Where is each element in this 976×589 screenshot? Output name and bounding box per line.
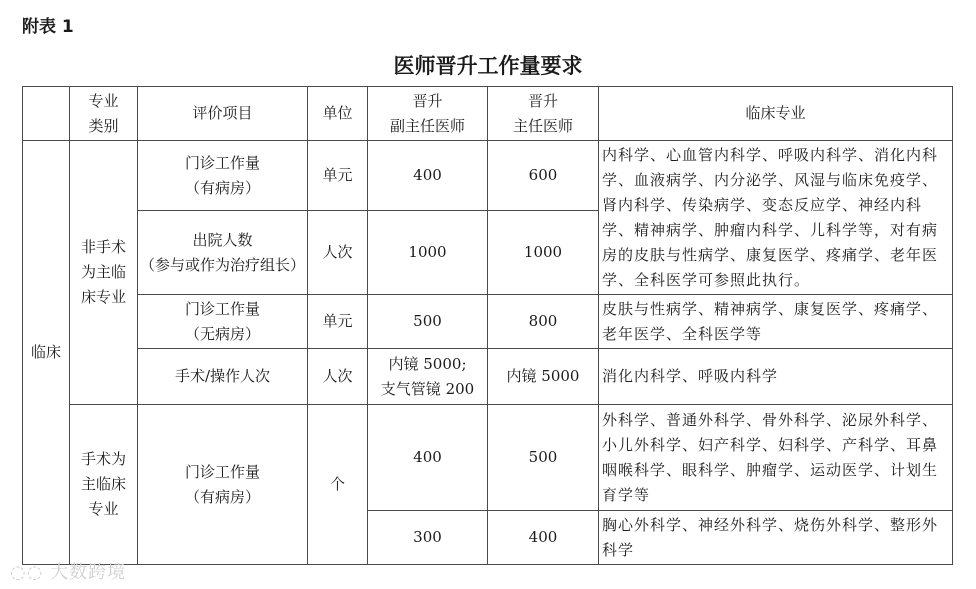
item-line: （参与或作为治疗组长） [139,255,305,274]
header-specialty: 临床专业 [599,87,953,141]
header-chief-line: 晋升 [527,91,558,110]
chief-value: 500 [488,405,599,511]
chief-value: 800 [488,295,599,349]
item-cell [138,295,308,349]
category-line: 非手术 [80,238,126,256]
category-line: 为主临 [80,263,126,281]
header-chief [488,87,599,141]
deputy-value: 1000 [368,211,488,295]
category-line: 手术为 [80,450,126,468]
unit-cell: 人次 [308,211,368,295]
category-surgical [70,405,138,565]
specialty-cell: 外科学、普通外科学、骨外科学、泌尿外科学、小儿外科学、妇产科学、妇科学、产科学、耳鼻咽喉科学、眼科学、肿瘤学、运动医学、计划生育学等 [599,405,953,511]
specialty-cell: 消化内科学、呼吸内科学 [599,349,953,405]
deputy-line: 支气管镜 200 [380,379,475,398]
item-cell [138,405,308,565]
table-row [23,141,953,211]
deputy-value: 400 [368,405,488,511]
item-line: 门诊工作量 [184,462,260,481]
watermark [10,558,126,584]
header-item: 评价项目 [138,87,308,141]
item-line: （有病房） [184,178,260,197]
item-line: 门诊工作量 [184,153,260,172]
header-blank [23,87,70,141]
item-cell: 手术/操作人次 [138,349,308,405]
header-chief-line: 主任医师 [512,116,573,135]
category-line: 专业 [88,500,119,518]
chief-value: 400 [488,511,599,565]
specialty-cell: 内科学、心血管内科学、呼吸内科学、消化内科学、血液病学、内分泌学、风湿与临床免疫学、肾内科学、传染病学、变态反应学、神经内科学、精神病学、肿瘤内科学、儿科学等，对有病房的皮肤与性病学、康复医学、疼痛学、老年医学、全科医学可参照此执行。 [599,141,953,295]
unit-cell: 人次 [308,349,368,405]
deputy-value: 300 [368,511,488,565]
item-cell [138,141,308,211]
category-line: 主临床 [80,475,126,493]
item-cell [138,211,308,295]
table-row [23,295,953,349]
watermark-text: 大数跨境 [50,562,127,583]
attachment-label: 附表 1 [22,17,74,37]
item-line: （有病房） [184,487,260,506]
header-deputy-chief [368,87,488,141]
table-row [23,349,953,405]
category-non-surgical [70,141,138,405]
table-row [23,405,953,511]
header-deputy-line: 副主任医师 [389,116,465,135]
category-line: 床专业 [80,288,126,306]
header-category-line: 类别 [88,116,119,135]
header-category-line: 专业 [88,91,119,110]
workload-table [22,86,953,565]
specialty-cell: 胸心外科学、神经外科学、烧伤外科学、整形外科学 [599,511,953,565]
specialty-cell: 皮肤与性病学、精神病学、康复医学、疼痛学、老年医学、全科医学等 [599,295,953,349]
header-unit: 单位 [308,87,368,141]
item-line: 出院人数 [192,230,253,249]
unit-cell: 单元 [308,141,368,211]
watermark-logo-icon: ◌◌ [10,562,51,583]
deputy-value [368,349,488,405]
header-row [23,87,953,141]
unit-cell: 单元 [308,295,368,349]
group-label: 临床 [23,141,70,565]
chief-value: 1000 [488,211,599,295]
deputy-value: 500 [368,295,488,349]
deputy-value: 400 [368,141,488,211]
header-deputy-line: 晋升 [412,91,443,110]
table-title: 医师晋升工作量要求 [393,54,583,78]
item-line: （无病房） [184,324,260,343]
header-category [70,87,138,141]
deputy-line: 内镜 5000; [388,354,467,373]
chief-value: 600 [488,141,599,211]
unit-cell: 个 [308,405,368,565]
item-line: 门诊工作量 [184,299,260,318]
chief-value: 内镜 5000 [488,349,599,405]
